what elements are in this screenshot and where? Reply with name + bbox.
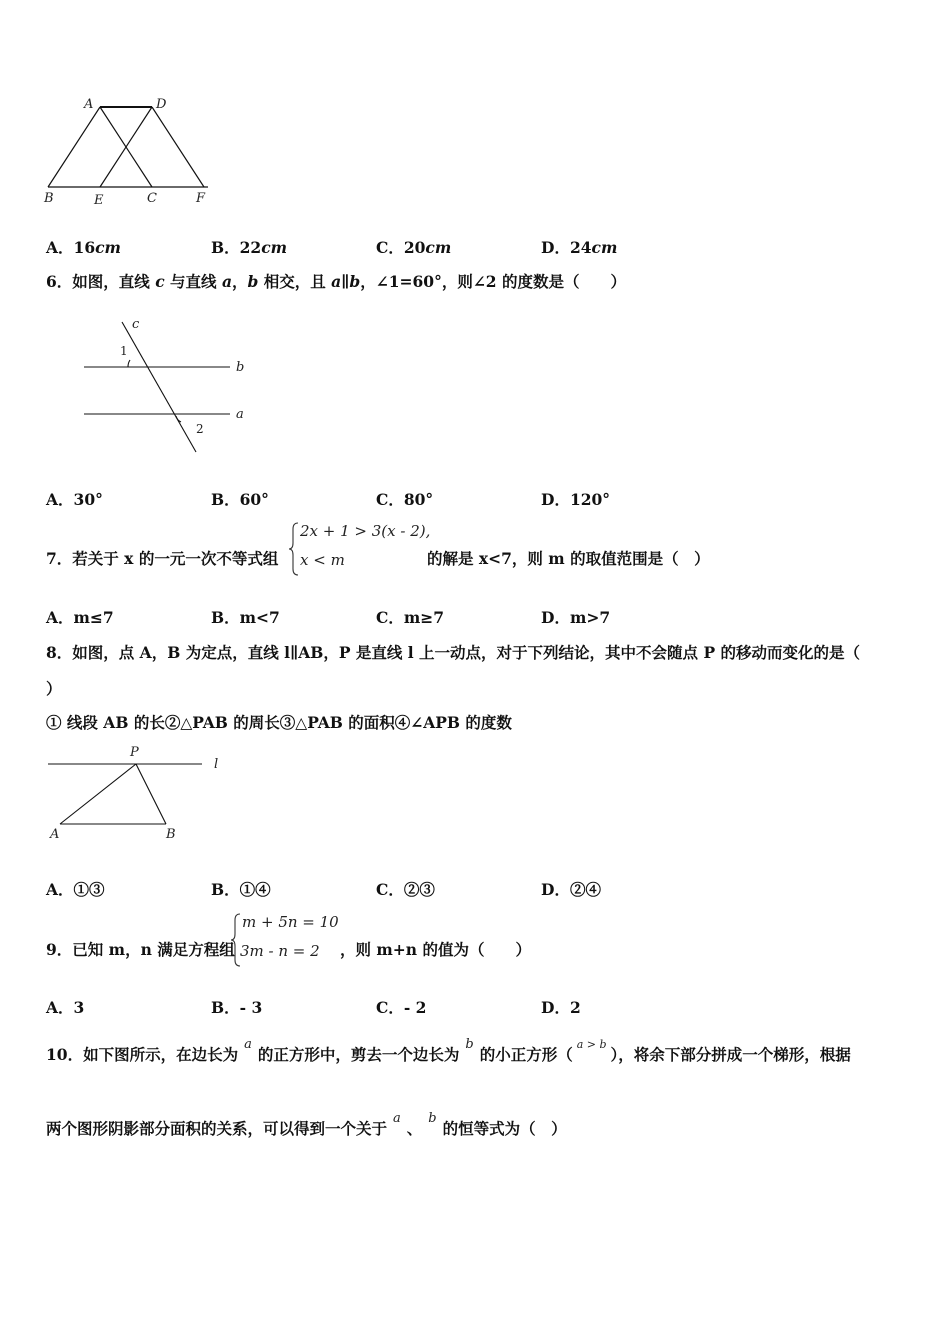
q5-label-A: A bbox=[84, 97, 94, 112]
q10-stem-line1: 10．如下图所示，在边长为$^a$的正方形中，剪去一个边长为$^b$的小正方形（$^{a > b}$），将余下部分拼成一个梯形，根据 bbox=[46, 1037, 851, 1064]
q8-option-a: A．①③ bbox=[46, 880, 105, 899]
q5-figure bbox=[40, 92, 220, 210]
q7-option-d: D．m>7 bbox=[541, 608, 611, 627]
q5-label-C: C bbox=[147, 191, 157, 206]
q6-label-2: 2 bbox=[196, 422, 204, 436]
q6-stem: 6．如图，直线 c 与直线 a，b 相交，且 a∥b，∠1=60°，则∠2 的度数是（ ） bbox=[46, 272, 626, 291]
q6-option-d: D．120° bbox=[541, 490, 611, 509]
q9-system-line2: 3m - n = 2 bbox=[240, 942, 320, 960]
q6-option-b: B．60° bbox=[211, 490, 269, 509]
q5-option-a: A．16cm bbox=[46, 238, 121, 257]
q5-label-E: E bbox=[94, 193, 104, 208]
q8-option-d: D．②④ bbox=[541, 880, 601, 899]
q8-option-b: B．①④ bbox=[211, 880, 271, 899]
q8-option-c: C．②③ bbox=[376, 880, 435, 899]
q9-option-b: B．- 3 bbox=[211, 998, 263, 1017]
q8-label-l: l bbox=[214, 757, 219, 772]
q9-system-line1: m + 5n = 10 bbox=[242, 913, 339, 931]
q8-label-A: A bbox=[50, 827, 60, 842]
q8-label-P: P bbox=[130, 745, 139, 760]
q9-option-c: C．- 2 bbox=[376, 998, 427, 1017]
q9-prefix: 9．已知 m，n 满足方程组 bbox=[46, 940, 235, 959]
q9-option-d: D．2 bbox=[541, 998, 581, 1017]
q8-stem-line2: ） bbox=[46, 679, 62, 698]
q5-option-c: C．20cm bbox=[376, 238, 452, 257]
q6-label-a: a bbox=[236, 407, 244, 422]
q7-option-b: B．m<7 bbox=[211, 608, 280, 627]
q6-label-c: c bbox=[132, 317, 140, 332]
q5-label-B: B bbox=[44, 191, 54, 206]
q5-label-F: F bbox=[196, 191, 206, 206]
q5-option-b: B．22cm bbox=[211, 238, 288, 257]
q6-figure bbox=[78, 312, 258, 460]
q7-prefix: 7．若关于 x 的一元一次不等式组 bbox=[46, 549, 279, 568]
q8-statements: ① 线段 AB 的长②△PAB 的周长③△PAB 的面积④∠APB 的度数 bbox=[46, 713, 512, 732]
q9-suffix: ，则 m+n 的值为（ ） bbox=[340, 940, 531, 959]
q7-system-line1: 2x + 1 > 3(x - 2), bbox=[300, 522, 431, 540]
q5-label-D: D bbox=[156, 97, 167, 112]
q8-figure bbox=[44, 742, 234, 844]
q7-option-a: A．m≤7 bbox=[46, 608, 114, 627]
q7-suffix: 的解是 x<7，则 m 的取值范围是（ ） bbox=[427, 549, 710, 568]
q10-stem-line2: 两个图形阴影部分面积的关系，可以得到一个关于$^a$、$^b$的恒等式为（ ） bbox=[46, 1111, 567, 1138]
q5-option-d: D．24cm bbox=[541, 238, 618, 257]
q9-option-a: A．3 bbox=[46, 998, 85, 1017]
q6-option-a: A．30° bbox=[46, 490, 103, 509]
q6-option-c: C．80° bbox=[376, 490, 434, 509]
q8-label-B: B bbox=[166, 827, 176, 842]
q7-brace bbox=[288, 521, 300, 577]
q8-stem-line1: 8．如图，点 A，B 为定点，直线 l∥AB，P 是直线 l 上一动点，对于下列结论，其中不会随点 P 的移动而变化的是（ bbox=[46, 643, 861, 662]
q6-label-1: 1 bbox=[120, 344, 128, 358]
q6-label-b: b bbox=[236, 360, 245, 375]
q7-system-line2: x < m bbox=[300, 551, 345, 569]
q7-option-c: C．m≥7 bbox=[376, 608, 445, 627]
